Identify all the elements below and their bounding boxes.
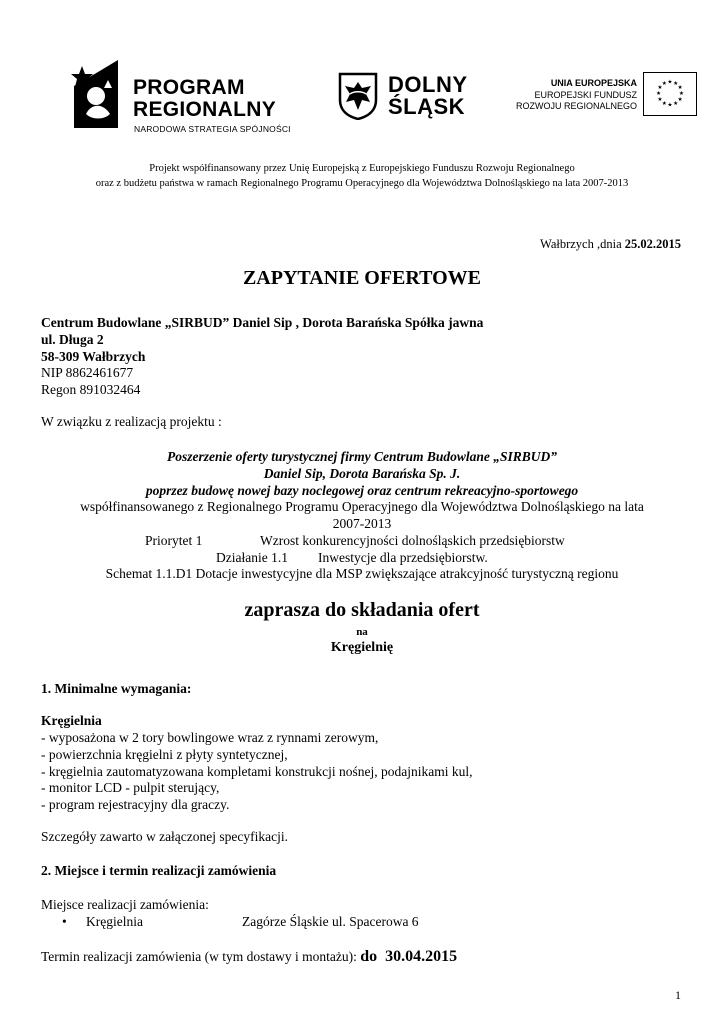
- svg-text:★: ★: [677, 97, 683, 104]
- company-name: Centrum Budowlane „SIRBUD” Daniel Sip , Dorota Barańska Spółka jawna: [41, 315, 484, 330]
- project-header-line1: Projekt współfinansowany przez Unię Europejską z Europejskiego Funduszu Rozwoju Regionalnego: [149, 163, 575, 174]
- requirement-item-4: - monitor LCD - pulpit sterujący,: [41, 780, 220, 795]
- invite-heading: zaprasza do składania ofert: [244, 599, 480, 621]
- bullet-place: Zagórze Śląskie ul. Spacerowa 6: [242, 914, 419, 929]
- svg-text:★: ★: [673, 80, 679, 87]
- svg-text:★: ★: [677, 84, 683, 91]
- priority-text: Wzrost konkurencyjności dolnośląskich przedsiębiorstw: [260, 533, 565, 548]
- svg-text:★: ★: [678, 90, 685, 97]
- intro-text: W związku z realizacją projektu :: [41, 414, 222, 429]
- place-date: [540, 236, 681, 253]
- svg-text:★: ★: [655, 90, 662, 97]
- place-label: Miejsce realizacji zamówienia:: [41, 897, 209, 912]
- logo-text-strategia: NARODOWA STRATEGIA SPÓJNOŚCI: [134, 124, 291, 134]
- logo-text-rozwoju: ROZWOJU REGIONALNEGO: [515, 101, 637, 111]
- program-regionalny-logo: [68, 58, 298, 138]
- svg-text:★: ★: [667, 102, 673, 109]
- section2-heading: 2. Miejsce i termin realizacji zamówienia: [41, 863, 277, 878]
- section1-heading: 1. Minimalne wymagania:: [41, 681, 192, 696]
- page-number: 1: [675, 988, 681, 1002]
- logo-text-slask: ŚLĄSK: [388, 94, 466, 119]
- details-note: Szczegóły zawarto w załączonej specyfikacji.: [41, 829, 288, 844]
- svg-text:★: ★: [661, 100, 667, 107]
- scheme-text: Schemat 1.1.D1 Dotacje inwestycyjne dla MSP zwiększające atrakcyjność turystyczną regionu: [105, 566, 619, 581]
- project-title-line3: poprzez budowę nowej bazy noclegowej oraz centrum rekreacyjno-sportowego: [145, 483, 579, 498]
- company-nip: NIP 8862461677: [41, 365, 134, 380]
- cofinancing-line1: współfinansowanego z Regionalnego Programu Operacyjnego dla Województwa Dolnośląskiego na lata: [80, 499, 644, 514]
- dolny-slask-logo: [338, 72, 488, 126]
- logo-text-fundusz: EUROPEJSKI FUNDUSZ: [534, 90, 637, 100]
- logo-text-unia: UNIA EUROPEJSKA: [550, 78, 637, 88]
- eu-flag-icon: [643, 72, 697, 116]
- invite-na: na: [356, 626, 368, 638]
- logo-text-program: PROGRAM: [133, 76, 245, 99]
- eagle-shield-icon: [338, 72, 378, 120]
- deadline-line: [41, 948, 457, 965]
- project-header-line2: oraz z budżetu państwa w ramach Regionalnego Programu Operacyjnego dla Województwa Dolnośląskiego na lata 2007-2013: [95, 178, 629, 189]
- cofinancing-line2: 2007-2013: [332, 516, 392, 531]
- logo-text-dolny: DOLNY: [388, 72, 468, 97]
- requirement-item-3: - kręgielnia zautomatyzowana kompletami konstrukcji nośnej, podajnikami kul,: [41, 764, 473, 779]
- company-regon: Regon 891032464: [41, 382, 141, 397]
- program-regionalny-emblem-icon: [68, 58, 122, 128]
- document-date: 25.02.2015: [624, 237, 681, 251]
- priority-label: Priorytet 1: [145, 533, 203, 548]
- requirement-item-1: - wyposażona w 2 tory bowlingowe wraz z rynnami zerowym,: [41, 730, 379, 745]
- svg-text:★: ★: [667, 79, 673, 86]
- invite-subject: Kręgielnię: [330, 640, 394, 655]
- section1-item-title: Kręgielnia: [41, 713, 102, 728]
- logo-text-regionalny: REGIONALNY: [133, 98, 277, 121]
- document-title: ZAPYTANIE OFERTOWE: [242, 267, 482, 289]
- project-title-line1: Poszerzenie oferty turystycznej firmy Centrum Budowlane „SIRBUD”: [166, 449, 558, 464]
- action-label: Działanie 1.1: [216, 550, 288, 565]
- svg-text:★: ★: [657, 97, 663, 104]
- action-text: Inwestycje dla przedsiębiorstw.: [318, 550, 488, 565]
- unia-europejska-logo: [515, 72, 697, 122]
- project-title-line2: Daniel Sip, Dorota Barańska Sp. J.: [263, 466, 461, 481]
- deadline-do: do: [360, 948, 378, 965]
- company-street: ul. Długa 2: [41, 332, 104, 347]
- deadline-date: 30.04.2015: [385, 948, 458, 965]
- bullet-icon: •: [62, 914, 67, 929]
- svg-text:★: ★: [661, 80, 667, 87]
- requirement-item-5: - program rejestracyjny dla graczy.: [41, 797, 230, 812]
- bullet-item: Kręgielnia: [86, 914, 143, 929]
- company-city: 58-309 Wałbrzych: [41, 349, 146, 364]
- requirement-item-2: - powierzchnia kręgielni z płyty syntetycznej,: [41, 747, 288, 762]
- svg-text:★: ★: [673, 100, 679, 107]
- place-date-prefix: Wałbrzych ,dnia: [540, 237, 625, 251]
- deadline-label: Termin realizacji zamówienia (w tym dostawy i montażu):: [41, 949, 361, 964]
- svg-text:★: ★: [657, 84, 663, 91]
